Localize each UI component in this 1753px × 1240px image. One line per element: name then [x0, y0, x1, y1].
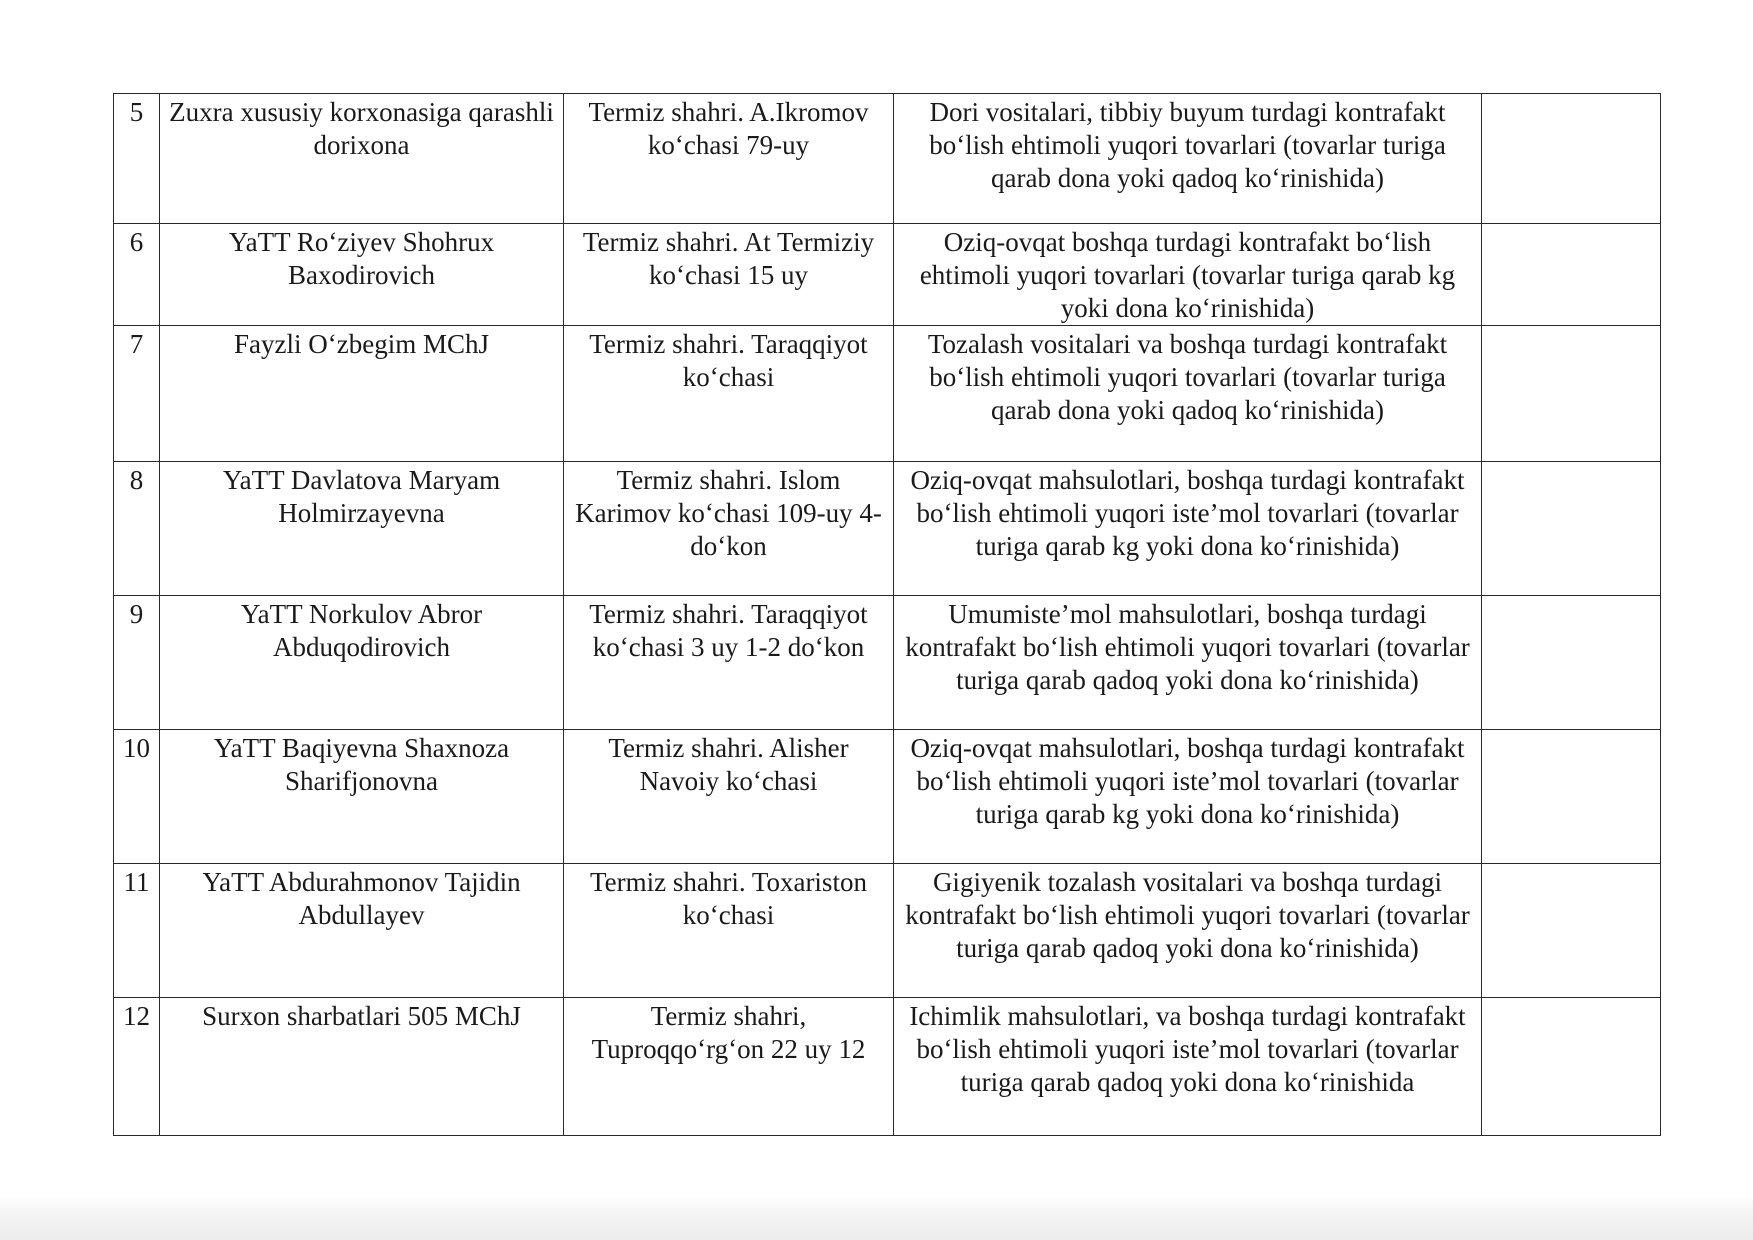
row-number: 11: [114, 864, 160, 998]
table-row: [114, 730, 1661, 864]
table-row: [114, 224, 1661, 326]
empty-cell: [1482, 326, 1661, 462]
empty-cell: [1482, 596, 1661, 730]
empty-cell: [1482, 94, 1661, 224]
goods-description: Oziq-ovqat mahsulotlari, boshqa turdagi kontrafakt bo‘lish ehtimoli yuqori iste’mol tovarlari (tovarlar turiga qarab kg yoki dona ko‘rinishida): [894, 730, 1482, 864]
goods-description: Gigiyenik tozalash vositalari va boshqa turdagi kontrafakt bo‘lish ehtimoli yuqori tovarlari (tovarlar turiga qarab qadoq yoki dona ko‘rinishida): [894, 864, 1482, 998]
empty-cell: [1482, 730, 1661, 864]
row-number: 8: [114, 462, 160, 596]
table-row: [114, 998, 1661, 1136]
row-number: 9: [114, 596, 160, 730]
business-address: Termiz shahri. Islom Karimov ko‘chasi 109-uy 4-do‘kon: [564, 462, 894, 596]
goods-description: Oziq-ovqat mahsulotlari, boshqa turdagi kontrafakt bo‘lish ehtimoli yuqori iste’mol tovarlari (tovarlar turiga qarab kg yoki dona ko‘rinishida): [894, 462, 1482, 596]
table-row: [114, 326, 1661, 462]
empty-cell: [1482, 462, 1661, 596]
business-name: Fayzli O‘zbegim MChJ: [160, 326, 564, 462]
business-name: YaTT Abdurahmonov Tajidin Abdullayev: [160, 864, 564, 998]
registry-table: [113, 93, 1661, 1136]
business-name: YaTT Norkulov Abror Abduqodirovich: [160, 596, 564, 730]
scan-shadow: [0, 1196, 1753, 1240]
row-number: 5: [114, 94, 160, 224]
business-name: Surxon sharbatlari 505 MChJ: [160, 998, 564, 1136]
goods-description: Tozalash vositalari va boshqa turdagi kontrafakt bo‘lish ehtimoli yuqori tovarlari (tovarlar turiga qarab dona yoki qadoq ko‘rinishida): [894, 326, 1482, 462]
business-address: Termiz shahri. Toxariston ko‘chasi: [564, 864, 894, 998]
empty-cell: [1482, 224, 1661, 326]
business-address: Termiz shahri. Alisher Navoiy ko‘chasi: [564, 730, 894, 864]
business-name: Zuxra xususiy korxonasiga qarashli dorixona: [160, 94, 564, 224]
row-number: 7: [114, 326, 160, 462]
goods-description: Dori vositalari, tibbiy buyum turdagi kontrafakt bo‘lish ehtimoli yuqori tovarlari (tovarlar turiga qarab dona yoki qadoq ko‘rinishida): [894, 94, 1482, 224]
table-row: [114, 462, 1661, 596]
goods-description: Oziq-ovqat boshqa turdagi kontrafakt bo‘lish ehtimoli yuqori tovarlari (tovarlar turiga qarab kg yoki dona ko‘rinishida): [894, 224, 1482, 326]
business-address: Termiz shahri, Tuproqqo‘rg‘on 22 uy 12: [564, 998, 894, 1136]
business-name: YaTT Davlatova Maryam Holmirzayevna: [160, 462, 564, 596]
row-number: 10: [114, 730, 160, 864]
business-address: Termiz shahri. Taraqqiyot ko‘chasi: [564, 326, 894, 462]
table-row: [114, 94, 1661, 224]
empty-cell: [1482, 864, 1661, 998]
table-row: [114, 596, 1661, 730]
business-name: YaTT Ro‘ziyev Shohrux Baxodirovich: [160, 224, 564, 326]
business-address: Termiz shahri. Taraqqiyot ko‘chasi 3 uy 1-2 do‘kon: [564, 596, 894, 730]
business-name: YaTT Baqiyevna Shaxnoza Sharifjonovna: [160, 730, 564, 864]
table-row: [114, 864, 1661, 998]
row-number: 6: [114, 224, 160, 326]
goods-description: Umumiste’mol mahsulotlari, boshqa turdagi kontrafakt bo‘lish ehtimoli yuqori tovarlari (tovarlar turiga qarab qadoq yoki dona ko‘rinishida): [894, 596, 1482, 730]
business-address: Termiz shahri. A.Ikromov ko‘chasi 79-uy: [564, 94, 894, 224]
empty-cell: [1482, 998, 1661, 1136]
business-address: Termiz shahri. At Termiziy ko‘chasi 15 uy: [564, 224, 894, 326]
row-number: 12: [114, 998, 160, 1136]
goods-description: Ichimlik mahsulotlari, va boshqa turdagi kontrafakt bo‘lish ehtimoli yuqori iste’mol tovarlari (tovarlar turiga qarab qadoq yoki dona ko‘rinishida: [894, 998, 1482, 1136]
